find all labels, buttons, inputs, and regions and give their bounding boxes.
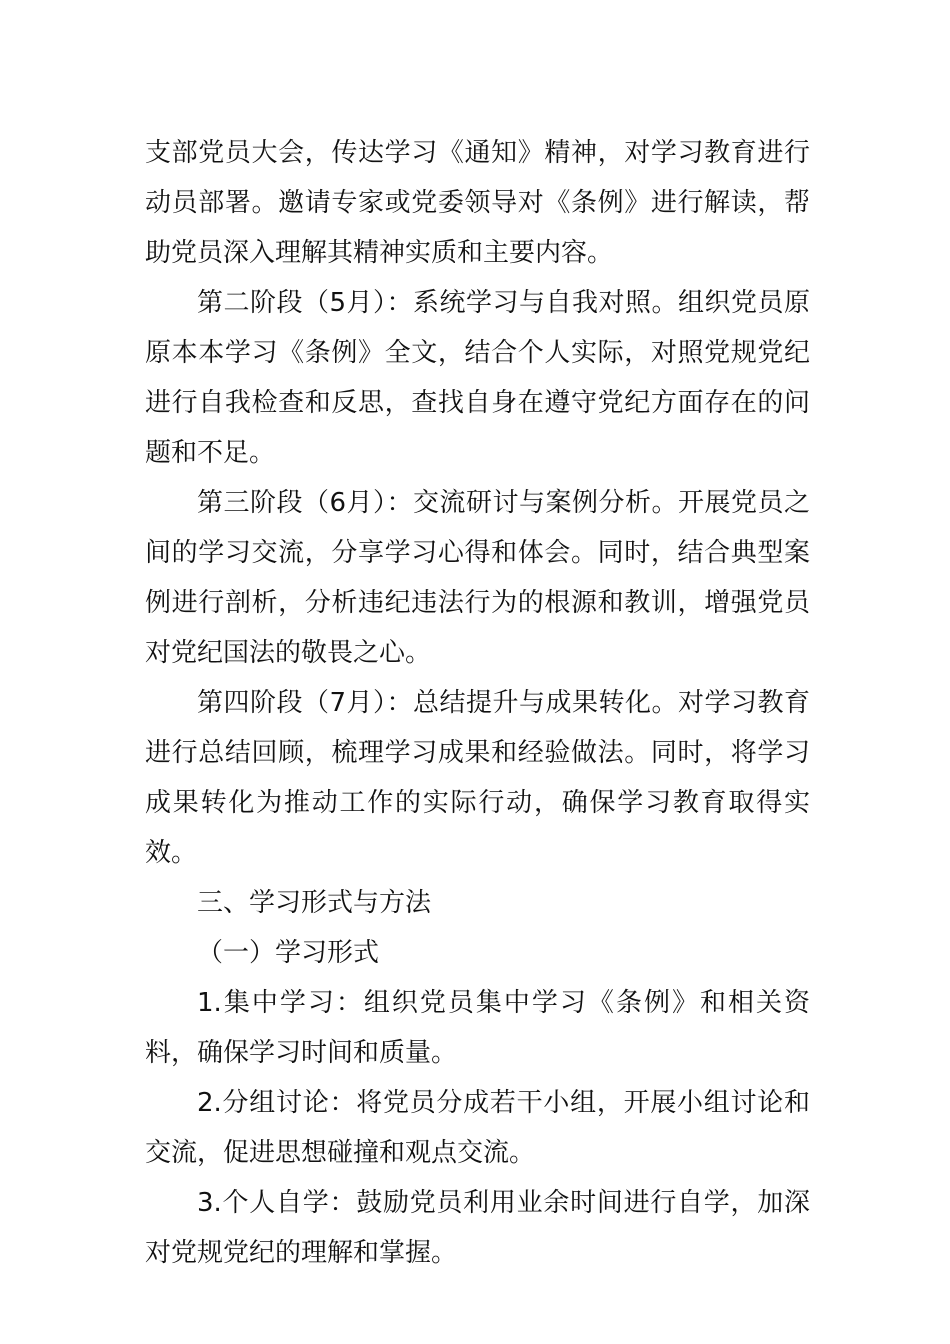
paragraph-stage-three: 第三阶段（6月）：交流研讨与案例分析。开展党员之间的学习交流，分享学习心得和体会。同时，结合典型案例进行剖析，分析违纪违法行为的根源和教训，增强党员对党纪国法的敬畏之心。: [145, 488, 810, 668]
paragraph-mobilization: 支部党员大会，传达学习《通知》精神，对学习教育进行动员部署。邀请专家或党委领导对《条例》进行解读，帮助党员深入理解其精神实质和主要内容。: [145, 138, 810, 268]
section-heading-learning-forms: 三、学习形式与方法: [197, 888, 432, 918]
document-page: [145, 128, 810, 1278]
paragraph-stage-four: 第四阶段（7月）：总结提升与成果转化。对学习教育进行总结回顾，梳理学习成果和经验做法。同时，将学习成果转化为推动工作的实际行动，确保学习教育取得实效。: [145, 688, 810, 868]
list-item-self-study: 3.个人自学：鼓励党员利用业余时间进行自学，加深对党规党纪的理解和掌握。: [145, 1188, 810, 1268]
list-item-centralized-study: 1.集中学习：组织党员集中学习《条例》和相关资料，确保学习时间和质量。: [145, 988, 810, 1068]
subsection-heading-forms: （一）学习形式: [197, 938, 380, 968]
list-item-group-discussion: 2.分组讨论：将党员分成若干小组，开展小组讨论和交流，促进思想碰撞和观点交流。: [145, 1088, 810, 1168]
paragraph-stage-two: 第二阶段（5月）：系统学习与自我对照。组织党员原原本本学习《条例》全文，结合个人实际，对照党规党纪进行自我检查和反思，查找自身在遵守党纪方面存在的问题和不足。: [145, 288, 810, 468]
